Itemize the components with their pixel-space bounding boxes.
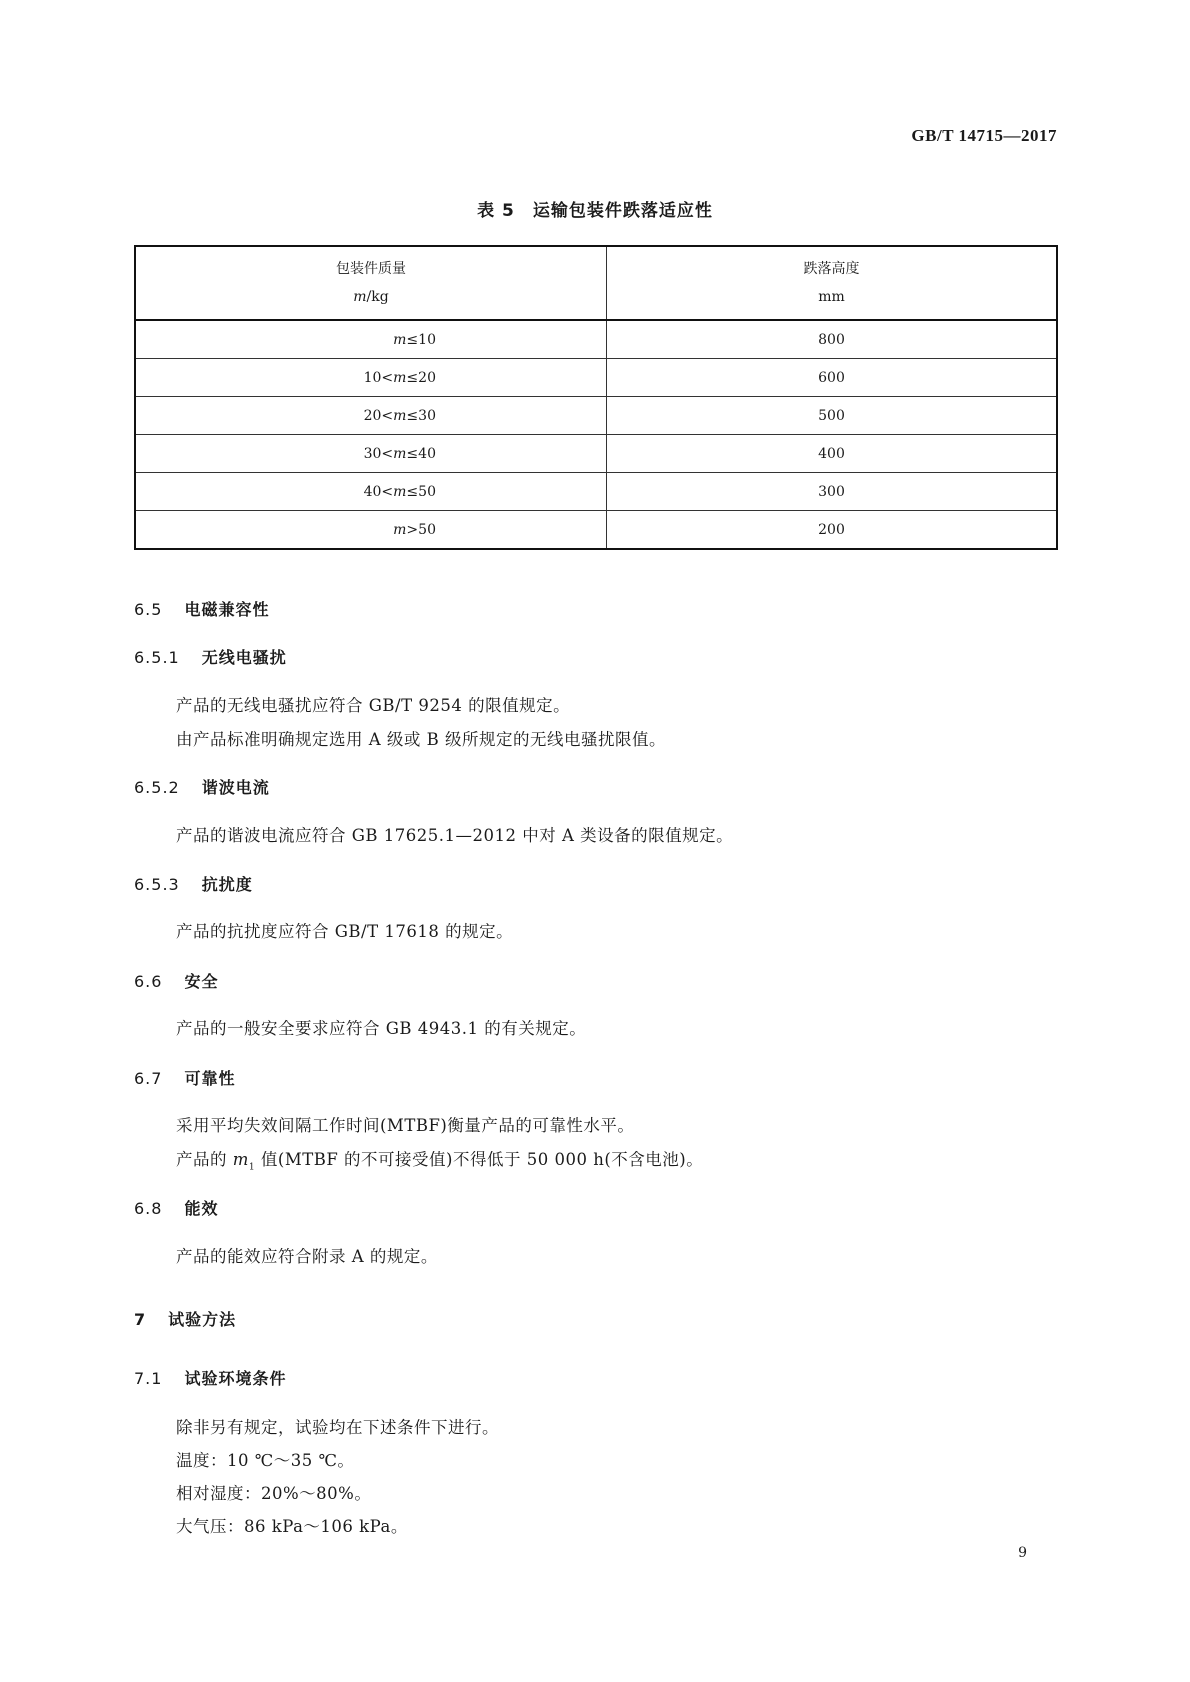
section-6-5-2-heading [134, 775, 270, 798]
mass-value: m≤10 [393, 331, 436, 348]
paragraph: 产品的能效应符合附录 A 的规定。 [176, 1247, 438, 1266]
section-6-5-3-heading [134, 872, 253, 895]
section-6-5-1-heading [134, 645, 287, 668]
table-row [135, 320, 1057, 359]
paragraph: 除非另有规定，试验均在下述条件下进行。 [176, 1418, 499, 1437]
paragraph: 产品的一般安全要求应符合 GB 4943.1 的有关规定。 [176, 1019, 587, 1038]
mass-cell [135, 320, 607, 359]
mass-header-unit: m/kg [353, 289, 389, 305]
table-row [135, 473, 1057, 511]
section-number: 7 [134, 1310, 147, 1329]
height-column-header [607, 246, 1058, 320]
section-number: 6.7 [134, 1069, 163, 1088]
height-cell: 500 [607, 397, 1058, 435]
section-title: 可靠性 [184, 1069, 236, 1088]
section-number: 6.8 [134, 1199, 163, 1218]
mass-value: 30<m≤40 [363, 445, 436, 462]
table-title: 表 5 运输包装件跌落适应性 [477, 201, 713, 221]
mass-cell [135, 473, 607, 511]
symbol-m: m [232, 1150, 249, 1169]
table-row [135, 435, 1057, 473]
height-header-label: 跌落高度 [803, 261, 860, 277]
paragraph: 大气压：86 kPa～106 kPa。 [176, 1517, 408, 1536]
mass-cell [135, 359, 607, 397]
mass-cell [135, 435, 607, 473]
section-7-heading [134, 1307, 236, 1330]
section-title: 能效 [184, 1199, 219, 1218]
section-number: 6.5.3 [134, 875, 180, 894]
height-cell: 300 [607, 473, 1058, 511]
section-6-5-heading [134, 597, 269, 620]
text: 值(MTBF 的不可接受值)不得低于 50 000 h(不含电池)。 [255, 1150, 704, 1169]
table-row [135, 511, 1057, 550]
height-header-unit: mm [818, 289, 845, 305]
section-6-6-heading [134, 969, 218, 992]
height-cell: 400 [607, 435, 1058, 473]
paragraph: 温度：10 ℃～35 ℃。 [176, 1451, 355, 1470]
section-title: 安全 [184, 972, 219, 991]
mass-header-label: 包装件质量 [336, 261, 406, 277]
standard-code: GB/T 14715—2017 [911, 126, 1057, 145]
section-title: 谐波电流 [201, 778, 270, 797]
section-title: 抗扰度 [201, 875, 253, 894]
page-number: 9 [1018, 1545, 1027, 1561]
section-number: 6.5.1 [134, 648, 180, 667]
mass-value: 20<m≤30 [363, 407, 436, 424]
subscript: 1 [248, 1162, 256, 1173]
paragraph: 产品的谐波电流应符合 GB 17625.1—2012 中对 A 类设备的限值规定。 [176, 826, 734, 845]
paragraph: 由产品标准明确规定选用 A 级或 B 级所规定的无线电骚扰限值。 [176, 730, 667, 749]
section-number: 6.5.2 [134, 778, 180, 797]
mass-value: 40<m≤50 [363, 483, 436, 500]
section-6-7-heading [134, 1066, 235, 1089]
table-row [135, 397, 1057, 435]
paragraph: 产品的抗扰度应符合 GB/T 17618 的规定。 [176, 922, 514, 941]
table-body [135, 320, 1057, 549]
section-6-8-heading [134, 1196, 218, 1219]
mass-cell [135, 397, 607, 435]
section-7-1-heading [134, 1366, 286, 1389]
text: 产品的 [176, 1150, 233, 1169]
mass-value: 10<m≤20 [363, 369, 436, 386]
drop-height-table [134, 245, 1058, 550]
height-cell: 200 [607, 511, 1058, 550]
height-cell: 600 [607, 359, 1058, 397]
mass-value: m>50 [393, 521, 436, 538]
section-title: 电磁兼容性 [184, 600, 270, 619]
paragraph: 采用平均失效间隔工作时间(MTBF)衡量产品的可靠性水平。 [176, 1116, 635, 1135]
mass-cell [135, 511, 607, 550]
section-title: 无线电骚扰 [201, 648, 287, 667]
section-title: 试验方法 [168, 1310, 237, 1329]
section-number: 7.1 [134, 1369, 163, 1388]
paragraph: 产品的无线电骚扰应符合 GB/T 9254 的限值规定。 [176, 696, 571, 715]
height-cell: 800 [607, 320, 1058, 359]
mass-column-header [135, 246, 607, 320]
section-title: 试验环境条件 [184, 1369, 287, 1388]
paragraph-mtbf [176, 1146, 703, 1172]
section-number: 6.6 [134, 972, 163, 991]
table-row [135, 359, 1057, 397]
paragraph: 相对湿度：20%～80%。 [176, 1484, 372, 1503]
section-number: 6.5 [134, 600, 163, 619]
